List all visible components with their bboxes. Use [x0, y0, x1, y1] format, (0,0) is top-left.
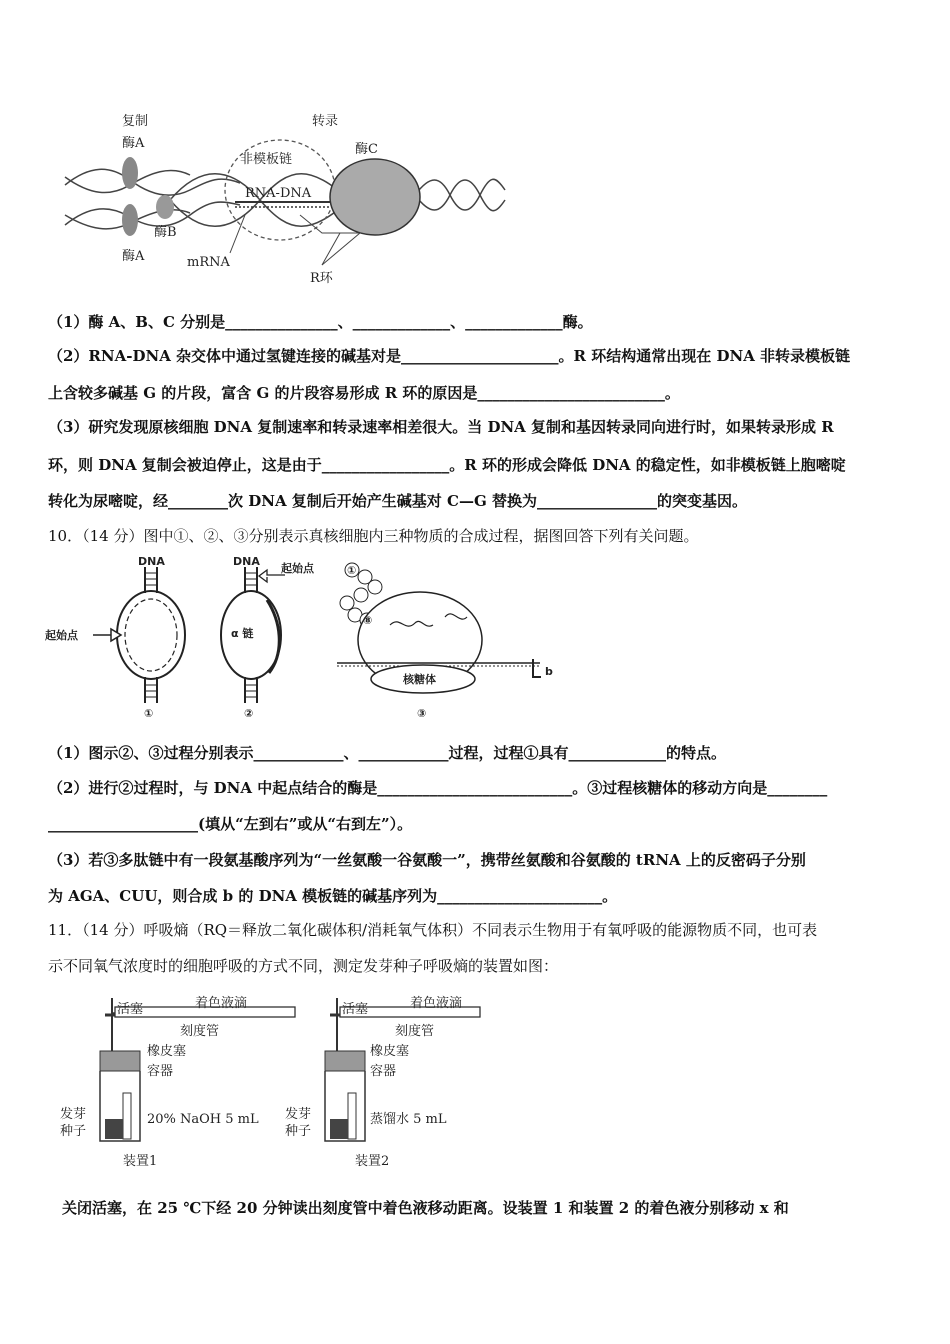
label-nontemplate: 非模板链: [240, 152, 293, 167]
q10-line-1: （1）图示②、③过程分别表示____________、____________过程，过程①具有_____________的特点。: [48, 744, 726, 762]
device-1: [60, 995, 295, 1169]
q11-line-1: 11．（14 分）呼吸熵（RQ＝释放二氧化碳体积/消耗氧气体积）不同表示生物用于有氧呼吸的能源物质不同，也可表: [48, 921, 818, 939]
label-dna-2: DNA: [233, 555, 260, 568]
label-chain-8: ⑧: [363, 614, 373, 627]
label-origin-left: 起始点: [45, 629, 78, 642]
q11-tail-line: 关闭活塞，在 25 ℃下经 20 分钟读出刻度管中着色液移动距离。设装置 1 和装置 2 的着色液分别移动 x 和: [62, 1199, 789, 1217]
enzyme-a-top: [122, 157, 138, 189]
label-chain-1: ①: [347, 564, 357, 577]
q9-line-5: 环，则 DNA 复制会被迫停止，这是由于_________________。R 环的形成会降低 DNA 的稳定性，如非模板链上胞嘧啶: [48, 456, 846, 474]
label-hybrid: RNA-DNA: [245, 186, 312, 201]
label-container-2: 容器: [370, 1064, 397, 1079]
label-enzyme-a-bottom: 酶A: [122, 249, 145, 264]
label-enzyme-a-top: 酶A: [122, 136, 145, 151]
label-seed-1a: 发芽: [60, 1107, 87, 1122]
q10-line-4: （3）若③多肽链中有一段氨基酸序列为“一丝氨酸一谷氨酸一”，携带丝氨酸和谷氨酸的 tRNA 上的反密码子分别: [48, 851, 806, 869]
q10-line-2: （2）进行②过程时，与 DNA 中起点结合的酶是__________________________。③过程核糖体的移动方向是________: [48, 779, 828, 797]
label-tube-1: 刻度管: [180, 1024, 220, 1039]
enzyme-b: [156, 195, 174, 219]
enzyme-c: [330, 159, 420, 235]
enzyme-a-bottom: [122, 204, 138, 236]
q9-line-2: （2）RNA-DNA 杂交体中通过氢键连接的碱基对是_____________________。R 环结构通常出现在 DNA 非转录模板链: [48, 347, 851, 365]
label-number-3: ③: [417, 707, 427, 720]
label-stopcock-1: 活塞: [117, 1002, 144, 1017]
label-dna-1: DNA: [138, 555, 165, 568]
label-stopper-2: 橡皮塞: [370, 1044, 410, 1059]
label-origin-right: 起始点: [281, 562, 314, 575]
label-copy: 复制: [122, 114, 149, 129]
label-number-2: ②: [244, 707, 254, 720]
q10-line-3: ____________________(填从“左到右”或从“右到左”）。: [48, 815, 413, 833]
figure-r-loop: [60, 105, 510, 290]
label-seed-1b: 种子: [60, 1124, 87, 1139]
label-r-loop: R环: [310, 271, 333, 286]
label-enzyme-b: 酶B: [154, 225, 177, 240]
label-b: b: [545, 665, 553, 678]
label-drop-2: 着色液滴: [410, 996, 463, 1011]
figure-respiration-devices: [55, 993, 495, 1173]
label-device-2: 装置2: [355, 1154, 390, 1169]
label-number-1: ①: [144, 707, 154, 720]
label-drop-1: 着色液滴: [195, 996, 248, 1011]
diagram-transcription: [221, 555, 315, 720]
label-stopcock-2: 活塞: [342, 1002, 369, 1017]
diagram-replication: [45, 555, 185, 720]
q11-line-2: 示不同氧气浓度时的细胞呼吸的方式不同，测定发芽种子呼吸熵的装置如图：: [48, 957, 559, 975]
figure-synthesis-processes: [45, 555, 555, 720]
label-device-1: 装置1: [123, 1154, 158, 1169]
diagram-translation: [337, 563, 553, 720]
label-naoh: 20% NaOH 5 mL: [147, 1112, 259, 1127]
q9-line-4: （3）研究发现原核细胞 DNA 复制速率和转录速率相差很大。当 DNA 复制和基因转录同向进行时，如果转录形成 R: [48, 418, 834, 436]
q9-line-6: 转化为尿嘧啶，经________次 DNA 复制后开始产生碱基对 C—G 替换为________________的突变基因。: [48, 492, 747, 510]
label-ribosome: 核糖体: [403, 673, 436, 686]
device-2: [285, 995, 480, 1169]
label-container-1: 容器: [147, 1064, 174, 1079]
label-enzyme-c: 酶C: [355, 142, 378, 157]
q9-line-3: 上含较多碱基 G 的片段，富含 G 的片段容易形成 R 环的原因是_________________________。: [48, 384, 680, 402]
q10-title: 10．（14 分）图中①、②、③分别表示真核细胞内三种物质的合成过程，据图回答下列有关问题。: [48, 527, 699, 545]
label-water: 蒸馏水 5 mL: [370, 1112, 447, 1127]
label-seed-2a: 发芽: [285, 1107, 312, 1122]
q10-line-5: 为 AGA、CUU，则合成 b 的 DNA 模板链的碱基序列为______________________。: [48, 887, 618, 905]
label-tube-2: 刻度管: [395, 1024, 435, 1039]
label-stopper-1: 橡皮塞: [147, 1044, 187, 1059]
label-seed-2b: 种子: [285, 1124, 312, 1139]
label-transcription: 转录: [312, 114, 339, 129]
label-alpha-chain: α 链: [231, 627, 254, 640]
label-mrna: mRNA: [187, 255, 230, 270]
q9-line-1: （1）酶 A、B、C 分别是_______________、_____________、_____________酶。: [48, 313, 593, 331]
